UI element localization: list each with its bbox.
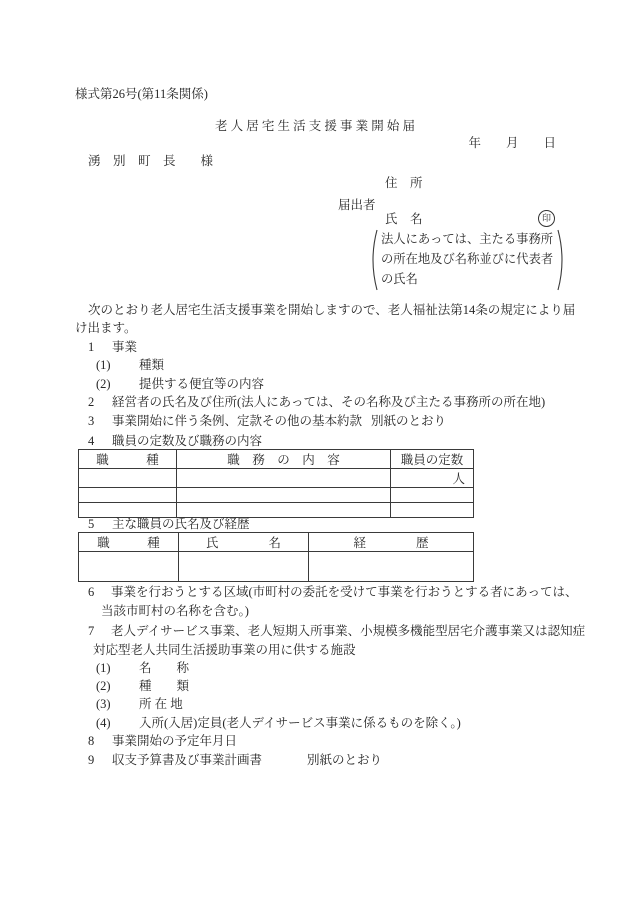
declarant-label: 届出者 [338,198,376,212]
item-annex: 別紙のとおり [371,414,447,428]
item-number: (1) [96,661,111,675]
table-cell [177,488,391,503]
list-item-1-2 [0,377,630,395]
intro-paragraph-line1: 次のとおり老人居宅生活支援事業を開始しますので、老人福祉法第14条の規定により届 [88,303,576,317]
table-cell [179,552,309,582]
table-row [79,488,474,503]
table-cell [177,503,391,518]
corporate-note-line: 法人にあっては、主たる事務所 [381,232,554,246]
addressee-line: 湧 別 町 長 様 [88,154,214,168]
bracket-right-icon [556,228,568,292]
item-text: 名 称 [139,661,190,675]
list-item-9 [0,753,630,771]
item-number: 6 [88,585,95,599]
key-staff-table [78,532,474,582]
item-text: 種 類 [139,679,190,693]
table-cell [309,552,474,582]
table-header-row [79,450,474,469]
list-item-2 [0,395,630,413]
table-cell [79,469,177,488]
item-number: (1) [96,358,111,372]
date-line: 年 月 日 [468,136,556,150]
list-item-6-cont [0,604,630,622]
header-job-type: 職 種 [79,533,179,552]
item-number: (2) [96,679,111,693]
seal-stamp-icon [538,210,555,227]
table-cell [79,488,177,503]
header-career: 経 歴 [309,533,474,552]
item-text: 経営者の氏名及び住所(法人にあっては、その名称及び主たる事務所の所在地) [112,395,546,409]
table-cell [177,469,391,488]
table-cell [391,503,474,518]
item-text: 対応型老人共同生活援助事業の用に供する施設 [93,643,356,657]
item-number: 9 [88,753,95,767]
table-row [79,469,474,488]
corporate-note-line: の所在地及び名称並びに代表者 [381,252,554,266]
list-item-7-3 [0,697,630,715]
table-row [79,552,474,582]
list-item-8 [0,734,630,752]
staff-count-table [78,449,474,518]
item-number: 7 [88,624,95,638]
header-staff-quota: 職員の定数 [391,450,474,469]
item-text: 提供する便宜等の内容 [139,377,265,391]
address-label: 住 所 [385,176,423,190]
list-item-7-4 [0,716,630,734]
bracket-left-icon [367,228,379,292]
intro-paragraph-line2: け出ます。 [75,321,137,335]
list-item-1-1 [0,358,630,376]
item-text: 事業 [112,340,138,354]
table-row [79,503,474,518]
list-item-6 [0,585,630,603]
item-number: 4 [88,434,95,448]
list-item-7 [0,624,630,642]
header-job-type: 職 種 [79,450,177,469]
corporate-note [381,229,553,289]
item-number: 8 [88,734,95,748]
item-text: 入所(入居)定員(老人デイサービス事業に係るものを除く。) [139,716,461,730]
item-number: 3 [88,414,95,428]
item-text: 事業を行おうとする区域(市町村の委託を受けて事業を行おうとする者にあっては、 [111,585,578,599]
unit-cell: 人 [391,469,474,488]
item-text: 事業開始に伴う条例、定款その他の基本約款 [112,414,363,428]
page-title: 老 人 居 宅 生 活 支 援 事 業 開 始 届 [214,119,415,133]
item-number: (3) [96,697,111,711]
item-text: 主な職員の氏名及び経歴 [112,517,250,531]
header-name: 氏 名 [179,533,309,552]
item-number: (4) [96,716,111,730]
seal-character: 印 [541,213,551,223]
list-item-7-cont [0,643,630,661]
list-item-3 [0,414,630,432]
corporate-note-line: の氏名 [381,272,418,286]
item-text: 種類 [139,358,165,372]
item-text: 職員の定数及び職務の内容 [112,434,263,448]
item-text: 老人デイサービス事業、老人短期入所事業、小規模多機能型居宅介護事業又は認知症 [111,624,586,638]
item-number: 1 [88,340,95,354]
item-number: (2) [96,377,111,391]
table-cell [79,503,177,518]
list-item-7-1 [0,661,630,679]
item-text: 事業開始の予定年月日 [112,734,238,748]
list-item-1 [0,340,630,358]
item-annex: 別紙のとおり [307,753,383,767]
table-header-row [79,533,474,552]
item-text: 収支予算書及び事業計画書 [112,753,263,767]
item-number: 5 [88,517,95,531]
list-item-7-2 [0,679,630,697]
table-cell [391,488,474,503]
header-job-duties: 職 務 の 内 容 [177,450,391,469]
item-text: 所 在 地 [139,697,183,711]
name-label: 氏 名 [385,212,423,226]
form-number: 様式第26号(第11条関係) [75,87,208,101]
item-text: 当該市町村の名称を含む。) [101,604,249,618]
table-cell [79,552,179,582]
item-number: 2 [88,395,95,409]
